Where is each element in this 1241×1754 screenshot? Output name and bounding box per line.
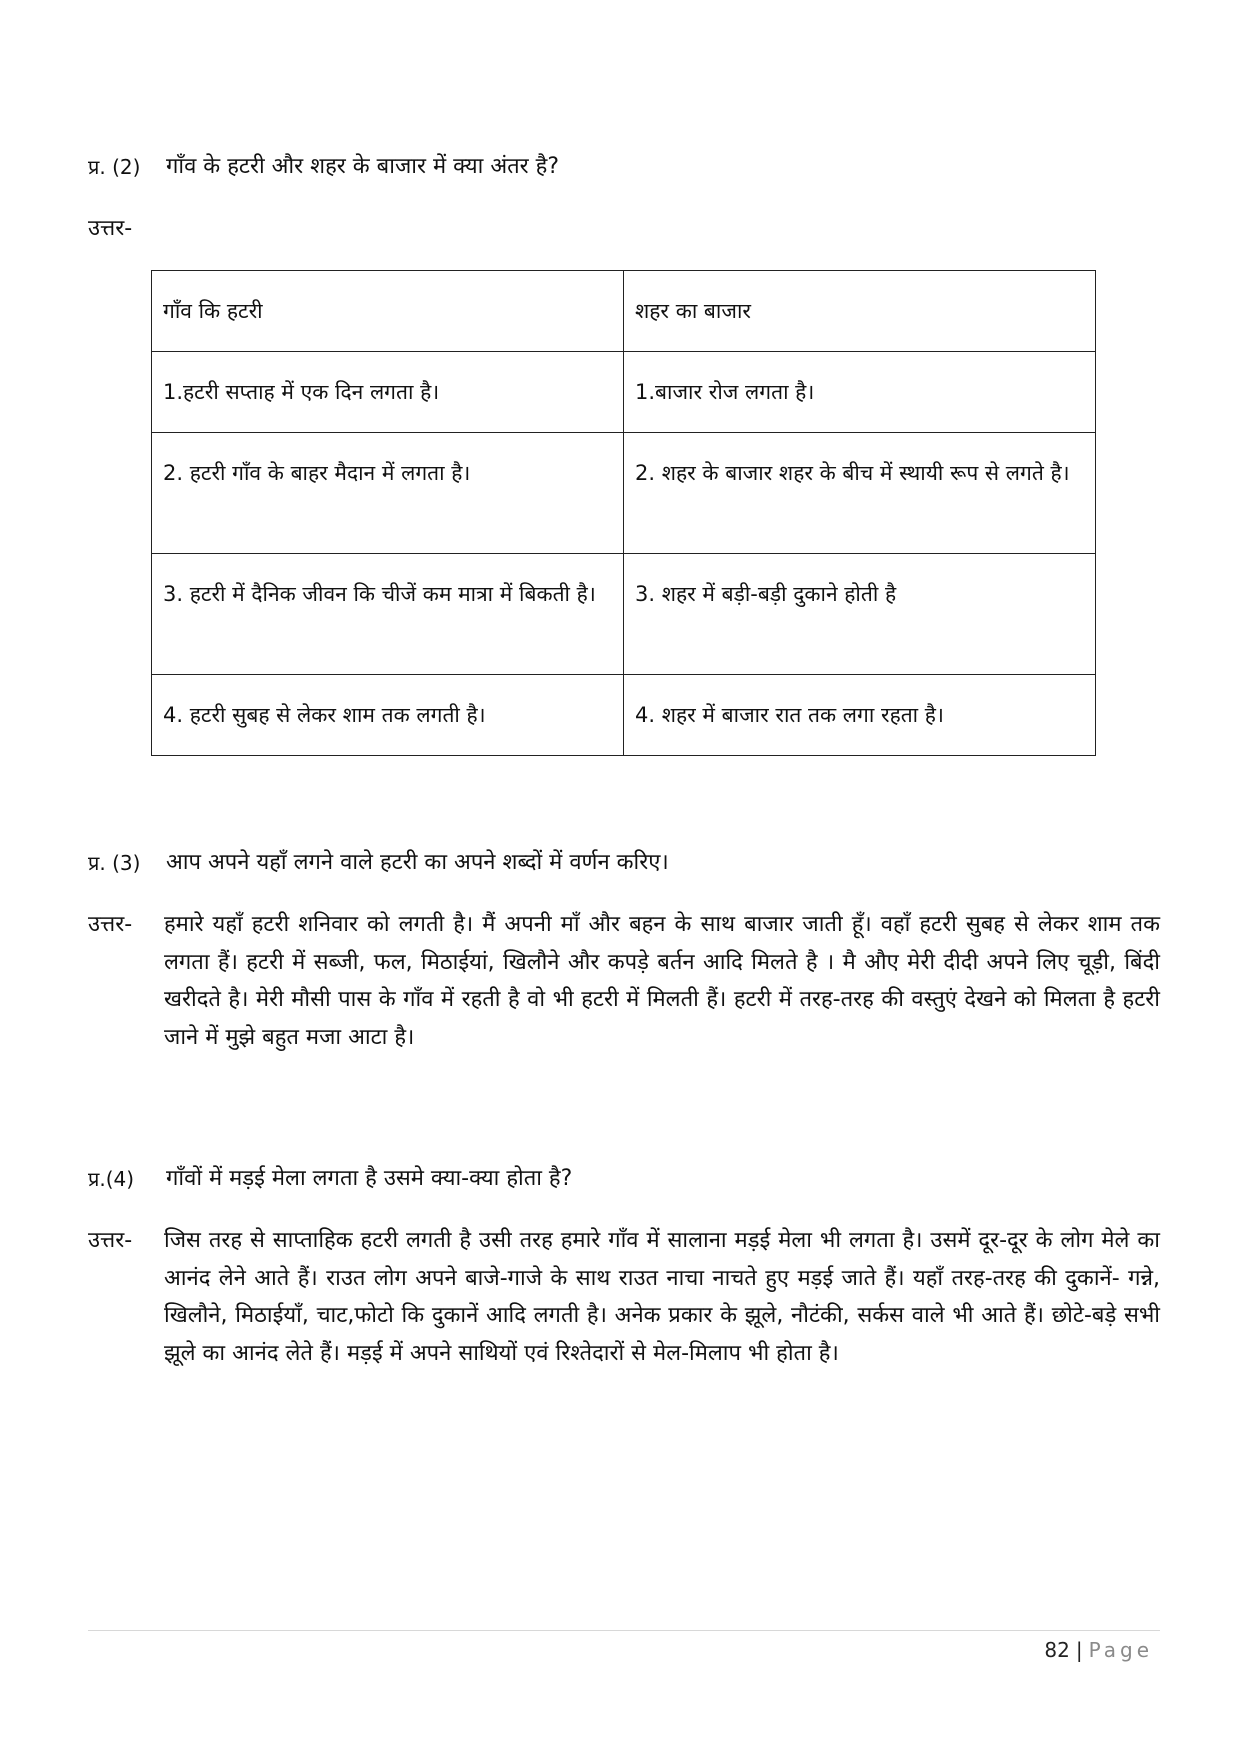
table-cell: 2. शहर के बाजार शहर के बीच में स्थायी रूप से लगते है।	[624, 433, 1096, 554]
question-2-text: गाँव के हटरी और शहर के बाजार में क्या अंतर है?	[166, 154, 560, 179]
table-header-row	[152, 271, 1096, 352]
table-row	[152, 675, 1096, 756]
question-3-label: प्र. (3)	[88, 851, 141, 875]
footer-separator: |	[1075, 1638, 1083, 1662]
table-cell: 3. हटरी में दैनिक जीवन कि चीजें कम मात्रा में बिकती है।	[152, 554, 624, 675]
footer-divider	[88, 1630, 1160, 1631]
table-row	[152, 352, 1096, 433]
question-2-label: प्र. (2)	[88, 155, 141, 179]
table-row	[152, 433, 1096, 554]
table-cell: 4. शहर में बाजार रात तक लगा रहता है।	[624, 675, 1096, 756]
answer-4-label: उत्तर-	[88, 1228, 133, 1253]
comparison-table	[151, 270, 1096, 756]
table-cell: 1.हटरी सप्ताह में एक दिन लगता है।	[152, 352, 624, 433]
answer-4-text: जिस तरह से साप्ताहिक हटरी लगती है उसी तरह हमारे गाँव में सालाना मड़ई मेला भी लगता है। उसमें दूर-दूर के लोग मेले का आनंद लेने आते हैं। राउत लोग अपने बाजे-गाजे के साथ राउत नाचा नाचते हुए मड़ई जाते हैं। यहाँ तरह-तरह की दुकानें- गन्ने, खिलौने, मिठाईयाँ, चाट,फोटो कि दुकानें आदि लगती है। अनेक प्रकार के झूले, नौटंकी, सर्कस वाले भी आते हैं। छोटे-बड़े सभी झूले का आनंद लेते हैं। मड़ई में अपने साथियों एवं रिश्तेदारों से मेल-मिलाप भी होता है।	[164, 1228, 1160, 1366]
page-footer	[1044, 1638, 1153, 1662]
table-cell: 4. हटरी सुबह से लेकर शाम तक लगती है।	[152, 675, 624, 756]
question-4-text: गाँवों में मड़ई मेला लगता है उसमे क्या-क्या होता है?	[166, 1166, 573, 1191]
page-number: 82	[1044, 1638, 1070, 1662]
page-word: Page	[1088, 1638, 1153, 1662]
question-3-text: आप अपने यहाँ लगने वाले हटरी का अपने शब्दों में वर्णन करिए।	[166, 850, 669, 875]
table-header-village: गाँव कि हटरी	[152, 271, 624, 352]
table-cell: 2. हटरी गाँव के बाहर मैदान में लगता है।	[152, 433, 624, 554]
answer-3-text: हमारे यहाँ हटरी शनिवार को लगती है। मैं अपनी माँ और बहन के साथ बाजार जाती हूँ। वहाँ हटरी सुबह से लेकर शाम तक लगता हैं। हटरी में सब्जी, फल, मिठाईयां, खिलौने और कपड़े बर्तन आदि मिलते है । मै औए मेरी दीदी अपने लिए चूड़ी, बिंदी खरीदते है। मेरी मौसी पास के गाँव में रहती है वो भी हटरी में मिलती हैं। हटरी में तरह-तरह की वस्तुएं देखने को मिलता है हटरी जाने में मुझे बहुत मजा आटा है।	[164, 912, 1160, 1050]
table-cell: 1.बाजार रोज लगता है।	[624, 352, 1096, 433]
table-header-city: शहर का बाजार	[624, 271, 1096, 352]
answer-3-label: उत्तर-	[88, 912, 133, 937]
question-4-label: प्र.(4)	[88, 1167, 135, 1191]
answer-2-label: उत्तर-	[88, 216, 133, 241]
table-row	[152, 554, 1096, 675]
table-cell: 3. शहर में बड़ी-बड़ी दुकाने होती है	[624, 554, 1096, 675]
